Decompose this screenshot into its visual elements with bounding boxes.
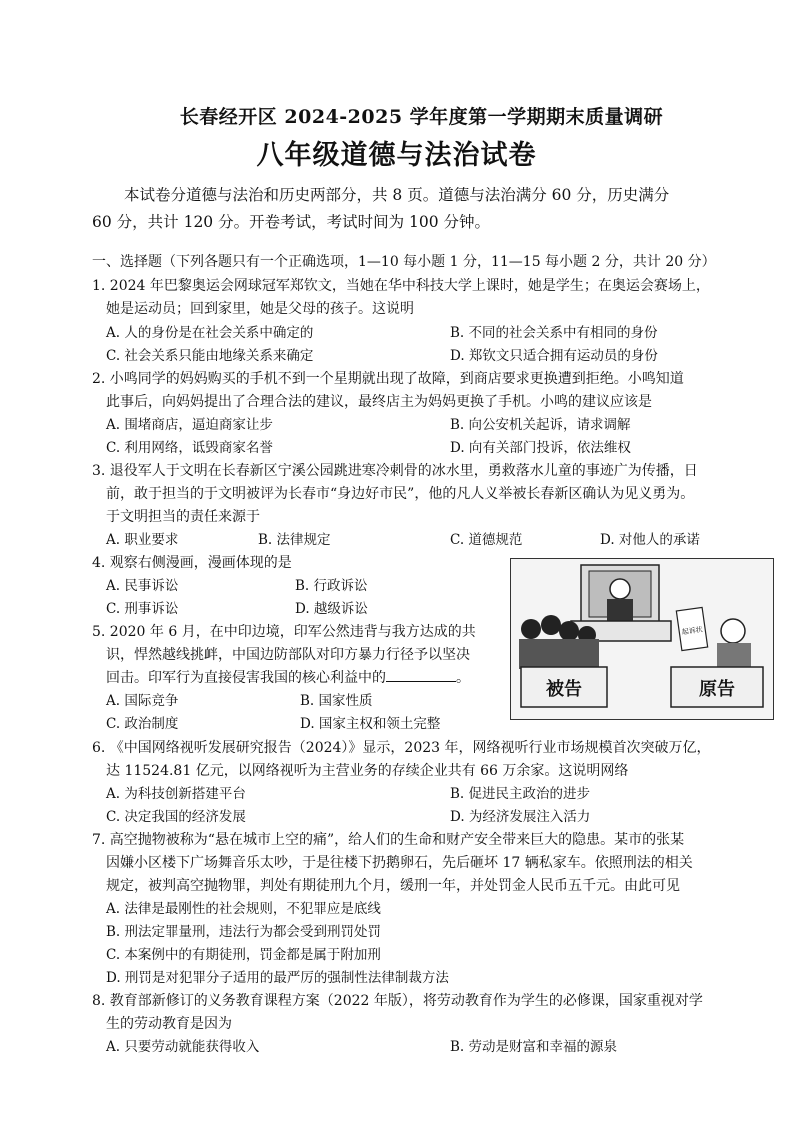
q2-option-a: A. 围堵商店，逼迫商家让步 [106,417,273,433]
q4-option-b: B. 行政诉讼 [295,578,368,594]
q5-stem-line3-end: 。 [456,670,470,686]
q5-stem-line2: 识，悍然越线挑衅，中国边防部队对印方暴力行径予以坚决 [106,647,470,663]
q6-stem-line1: 6. 《中国网络视听发展研究报告（2024）》显示，2023 年，网络视听行业市场规模首次突破万亿， [92,740,711,756]
judge-robe [607,599,633,623]
defendant-sign: 被告 [546,679,582,700]
q8-stem-line2: 生的劳动教育是因为 [106,1016,232,1032]
q4-option-a: A. 民事诉讼 [106,578,179,594]
courtroom-cartoon [510,558,774,720]
q2-option-c: C. 利用网络，诋毁商家名誉 [106,440,273,456]
instructions-line1: 本试卷分道德与法治和历史两部分，共 8 页。道德与法治满分 60 分，历史满分 [124,186,670,204]
q3-option-d: D. 对他人的承诺 [600,532,700,548]
complaint-document-text: 起诉状 [681,625,704,637]
q4-option-d: D. 越级诉讼 [295,601,368,617]
q6-option-d: D. 为经济发展注入活力 [450,809,591,825]
q7-option-c: C. 本案例中的有期徒刑，罚金都是属于附加刑 [106,947,381,963]
q6-option-b: B. 促进民主政治的进步 [450,786,591,802]
q5-option-c: C. 政治制度 [106,716,179,732]
defendant-head-2 [541,615,561,635]
q7-stem-line2: 因嫌小区楼下广场舞音乐太吵，于是往楼下扔鹅卵石，先后砸坏 17 辆私家车。依照刑法的相关 [106,855,693,871]
q1-option-b: B. 不同的社会关系中有相同的身份 [450,325,658,341]
plaintiff-head [721,619,745,643]
q1-stem-line2: 她是运动员；回到家里，她是父母的孩子。这说明 [106,301,414,317]
q7-stem-line1: 7. 高空抛物被称为“悬在城市上空的痛”，给人们的生命和财产安全带来巨大的隐患。某市的张某 [92,832,685,848]
q5-answer-blank [386,669,456,682]
courtroom-cartoon-drawing [511,559,773,719]
q5-stem-line3 [106,669,470,688]
q3-option-a: A. 职业要求 [106,532,179,548]
exam-instructions [92,182,772,236]
exam-title-line1: 长春经开区 2024-2025 学年度第一学期期末质量调研 [179,106,664,128]
q2-option-b: B. 向公安机关起诉，请求调解 [450,417,631,433]
q7-option-a: A. 法律是最刚性的社会规则，不犯罪应是底线 [106,901,381,917]
judge-head [610,579,630,599]
q5-option-b: B. 国家性质 [300,693,373,709]
q3-option-c: C. 道德规范 [450,532,523,548]
q8-stem-line1: 8. 教育部新修订的义务教育课程方案（2022 年版），将劳动教育作为学生的必修课，国家重视对学 [92,993,703,1009]
q4-option-c: C. 刑事诉讼 [106,601,179,617]
q7-option-b: B. 刑法定罪量刑，违法行为都会受到刑罚处罚 [106,924,382,940]
q6-stem-line2: 达 11524.81 亿元，以网络视听为主营业务的存续企业共有 66 万余家。这说明网络 [106,763,629,779]
defendant-bodies [519,639,599,669]
q7-stem-line3: 规定，被判高空抛物罪，判处有期徒刑九个月，缓刑一年，并处罚金人民币五千元。由此可见 [106,878,680,894]
q5-option-a: A. 国际竞争 [106,693,179,709]
q1-option-a: A. 人的身份是在社会关系中确定的 [106,325,314,341]
q5-option-d: D. 国家主权和领土完整 [300,716,441,732]
section-heading: 一、选择题（下列各题只有一个正确选项，1—10 每小题 1 分，11—15 每小题 2 分，共计 20 分） [92,254,716,270]
q4-stem-line1: 4. 观察右侧漫画，漫画体现的是 [92,555,292,571]
q3-stem-line3: 于文明担当的责任来源于 [106,509,260,525]
plaintiff-sign: 原告 [699,679,735,700]
exam-title-line2: 八年级道德与法治试卷 [256,140,537,171]
q5-stem-line3-text: 回击。印军行为直接侵害我国的核心利益中的 [106,670,386,686]
q6-option-c: C. 决定我国的经济发展 [106,809,246,825]
q7-option-d: D. 刑罚是对犯罪分子适用的最严厉的强制性法律制裁方法 [106,970,449,986]
defendant-head-3 [559,621,579,641]
q5-stem-line1: 5. 2020 年 6 月，在中印边境，印军公然违背与我方达成的共 [92,624,476,640]
q2-stem-line1: 2. 小鸣同学的妈妈购买的手机不到一个星期就出现了故障，到商店要求更换遭到拒绝。小鸣知道 [92,371,684,387]
instructions-line2: 60 分，共计 120 分。开卷考试，考试时间为 100 分钟。 [92,213,491,231]
defendant-head-1 [521,619,541,639]
q6-option-a: A. 为科技创新搭建平台 [106,786,246,802]
q8-option-b: B. 劳动是财富和幸福的源泉 [450,1039,618,1055]
plaintiff-body [717,643,751,669]
q2-stem-line2: 此事后，向妈妈提出了合理合法的建议，最终店主为妈妈更换了手机。小鸣的建议应该是 [106,394,652,410]
q3-stem-line1: 3. 退役军人于文明在长春新区宁溪公园跳进寒冷刺骨的冰水里，勇救落水儿童的事迹广为传播，日 [92,463,698,479]
q8-option-a: A. 只要劳动就能获得收入 [106,1039,260,1055]
q3-option-b: B. 法律规定 [258,532,331,548]
q2-option-d: D. 向有关部门投诉，依法维权 [450,440,631,456]
q1-stem-line1: 1. 2024 年巴黎奥运会网球冠军郑钦文，当她在华中科技大学上课时，她是学生；在奥运会赛场上， [92,278,710,294]
q1-option-d: D. 郑钦文只适合拥有运动员的身份 [450,348,658,364]
q3-stem-line2: 前，敢于担当的于文明被评为长春市“身边好市民”，他的凡人义举被长春新区确认为见义勇为。 [106,486,695,502]
q1-option-c: C. 社会关系只能由地缘关系来确定 [106,348,314,364]
